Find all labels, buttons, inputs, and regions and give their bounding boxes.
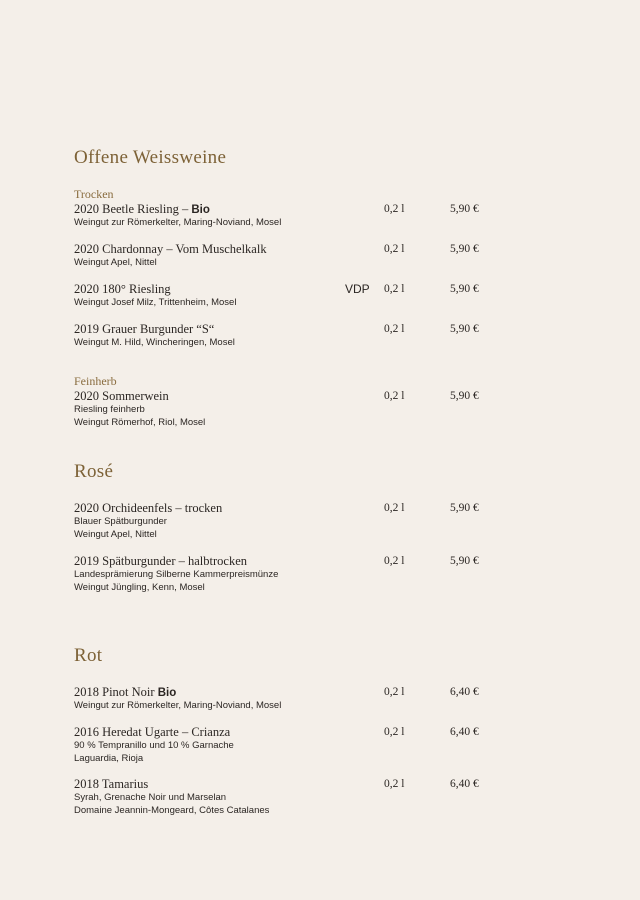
wine-grape: Syrah, Grenache Noir und Marselan: [74, 792, 227, 803]
wine-name: 2018 Tamarius: [74, 777, 149, 791]
wine-price: 5,90 €: [450, 390, 479, 402]
wine-producer: Weingut Josef Milz, Trittenheim, Mosel: [74, 297, 237, 308]
wine-price: 5,90 €: [450, 555, 479, 567]
wine-quantity: 0,2 l: [384, 502, 405, 514]
wine-price: 5,90 €: [450, 323, 479, 335]
bio-badge: Bio: [191, 204, 210, 216]
wine-price: 6,40 €: [450, 778, 479, 790]
wine-item: [74, 725, 544, 769]
wine-quantity: 0,2 l: [384, 726, 405, 738]
wine-item: [74, 322, 544, 362]
section-title-weissweine: Offene Weissweine: [74, 147, 227, 168]
wine-name: 2020 Chardonnay – Vom Muschelkalk: [74, 242, 267, 256]
wine-quantity: 0,2 l: [384, 283, 405, 295]
wine-price: 5,90 €: [450, 203, 479, 215]
bio-badge: Bio: [157, 687, 177, 699]
wine-item: [74, 554, 544, 598]
wine-item: [74, 282, 544, 322]
wine-item: [74, 242, 544, 282]
wine-quantity: 0,2 l: [384, 390, 405, 402]
subsection-label-trocken: Trocken: [74, 187, 114, 201]
wine-name: 2020 Beetle Riesling – Bio: [74, 202, 210, 216]
wine-quantity: 0,2 l: [384, 686, 405, 698]
section-title-rose: Rosé: [74, 461, 114, 482]
wine-item: [74, 777, 544, 821]
wine-quantity: 0,2 l: [384, 555, 405, 567]
wine-quantity: 0,2 l: [384, 243, 405, 255]
wine-grape: 90 % Tempranillo und 10 % Garnache: [74, 740, 234, 751]
wine-grape: Riesling feinherb: [74, 404, 145, 415]
wine-producer: Domaine Jeannin-Mongeard, Côtes Catalanes: [74, 805, 270, 816]
wine-name: 2020 180° Riesling: [74, 282, 171, 296]
wine-price: 5,90 €: [450, 243, 479, 255]
wine-quantity: 0,2 l: [384, 203, 405, 215]
wine-price: 5,90 €: [450, 502, 479, 514]
wine-price: 6,40 €: [450, 686, 479, 698]
vdp-badge: VDP: [345, 282, 370, 296]
wine-name: 2019 Spätburgunder – halbtrocken: [74, 554, 247, 568]
wine-producer: Weingut Jüngling, Kenn, Mosel: [74, 582, 205, 593]
wine-grape: Blauer Spätburgunder: [74, 516, 167, 527]
wine-producer: Weingut zur Römerkelter, Maring-Noviand, Mosel: [74, 217, 282, 228]
wine-item: [74, 202, 544, 242]
wine-name: 2019 Grauer Burgunder “S“: [74, 322, 215, 336]
wine-price: 6,40 €: [450, 726, 479, 738]
wine-item: [74, 389, 544, 433]
wine-quantity: 0,2 l: [384, 323, 405, 335]
wine-producer: Weingut Apel, Nittel: [74, 529, 157, 540]
subsection-label-feinherb: Feinherb: [74, 374, 117, 388]
section-title-rot: Rot: [74, 645, 103, 666]
wine-award: Landesprämierung Silberne Kammerpreismünze: [74, 569, 279, 580]
wine-producer: Weingut Apel, Nittel: [74, 257, 157, 268]
wine-item: [74, 685, 544, 725]
wine-producer: Weingut M. Hild, Wincheringen, Mosel: [74, 337, 235, 348]
wine-producer: Weingut zur Römerkelter, Maring-Noviand, Mosel: [74, 700, 282, 711]
wine-name: 2020 Orchideenfels – trocken: [74, 501, 223, 515]
wine-item: [74, 501, 544, 545]
wine-name: 2018 Pinot Noir Bio: [74, 685, 177, 699]
wine-quantity: 0,2 l: [384, 778, 405, 790]
wine-name: 2016 Heredat Ugarte – Crianza: [74, 725, 231, 739]
wine-region: Laguardia, Rioja: [74, 753, 144, 764]
wine-name: 2020 Sommerwein: [74, 389, 169, 403]
wine-price: 5,90 €: [450, 283, 479, 295]
wine-producer: Weingut Römerhof, Riol, Mosel: [74, 417, 206, 428]
